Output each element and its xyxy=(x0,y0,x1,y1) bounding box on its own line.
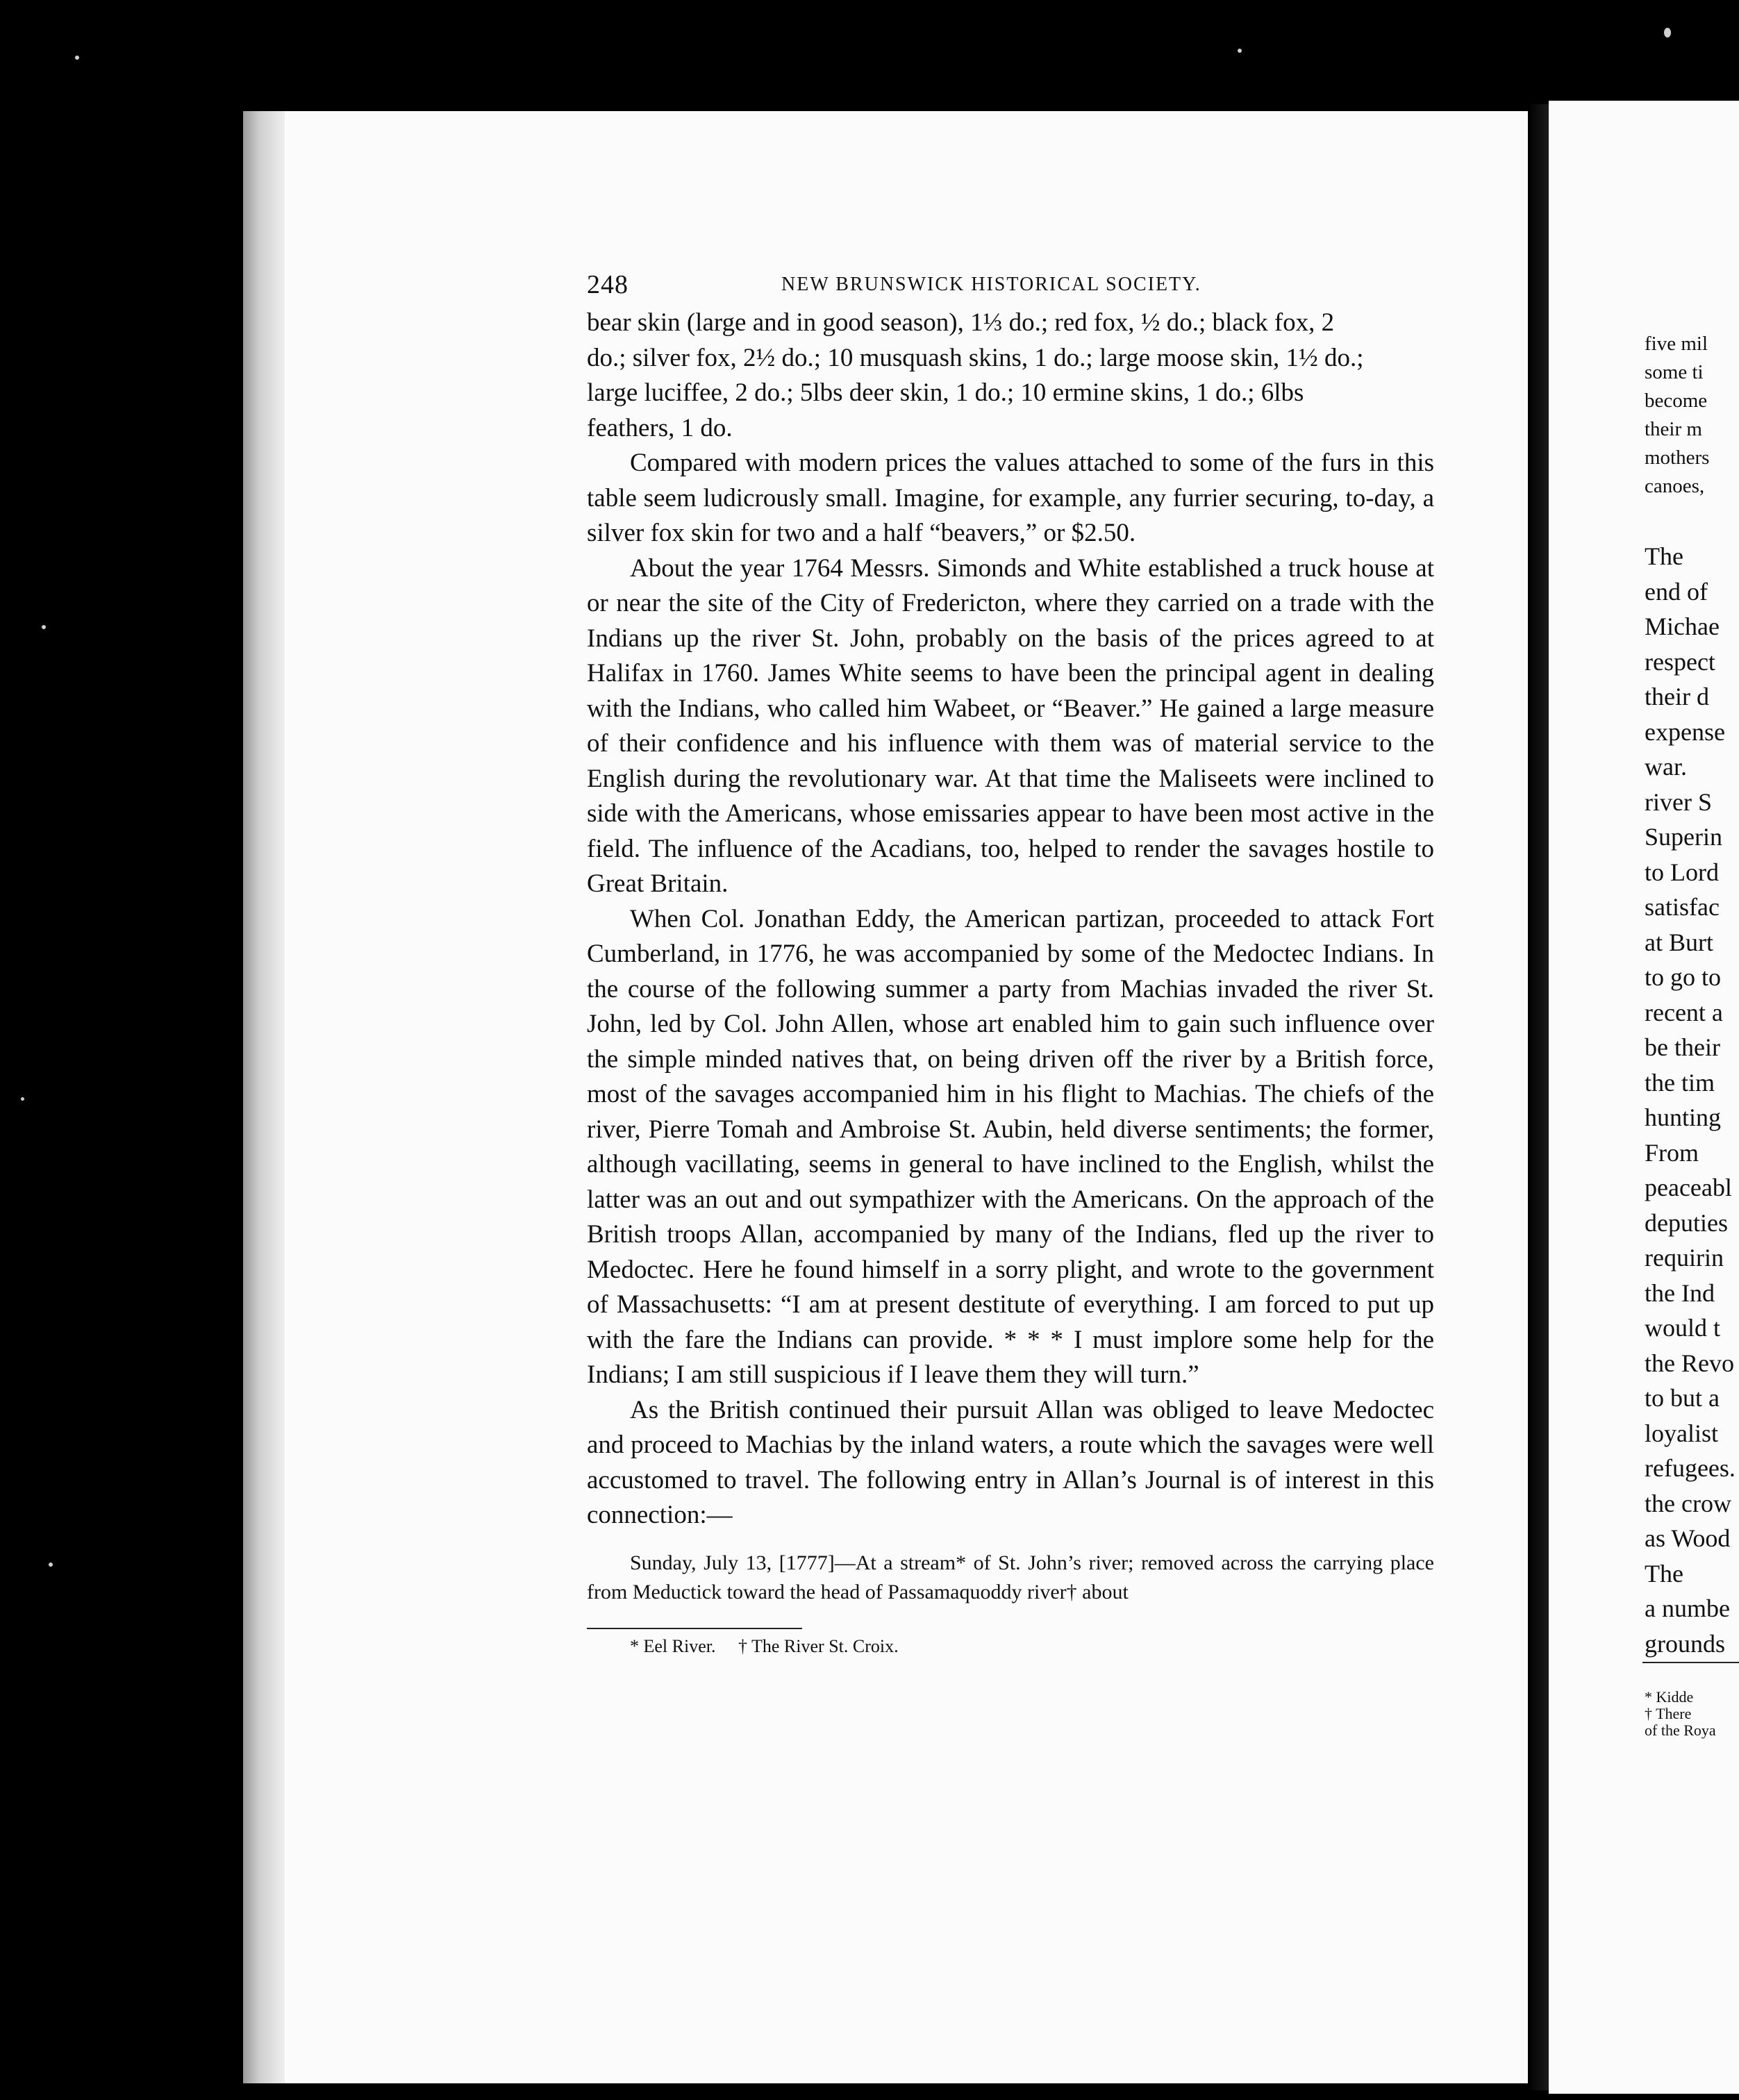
scan-speck xyxy=(49,1562,53,1567)
footnotes xyxy=(587,1636,1434,1657)
fur-list-line: large luciffee, 2 do.; 5lbs deer skin, 1 do.; 10 ermine skins, 1 do.; 6lbs xyxy=(587,378,1304,407)
journal-entry: Sunday, July 13, [1777]—At a stream* of St. John’s river; removed across the carrying place from Meductick toward the head of Passamaquoddy river† about xyxy=(587,1551,1434,1603)
right-line: hunting xyxy=(1645,1103,1722,1131)
right-line: refugees. xyxy=(1645,1454,1736,1482)
right-line: canoes, xyxy=(1645,475,1705,497)
fur-list-line: bear skin (large and in good season), 1⅓ do.; red fox, ½ do.; black fox, 2 xyxy=(587,308,1335,337)
scan-speck xyxy=(75,56,79,60)
scan-speck xyxy=(21,1097,24,1101)
right-line: war. xyxy=(1645,753,1687,781)
right-line: the tim xyxy=(1645,1068,1715,1097)
right-line: the Revo xyxy=(1645,1349,1734,1377)
right-line: satisfac xyxy=(1645,893,1720,921)
right-line: loyalist xyxy=(1645,1419,1718,1447)
running-head-title: NEW BRUNSWICK HISTORICAL SOCIETY. xyxy=(781,274,1201,295)
right-line: to Lord xyxy=(1645,858,1719,886)
right-line: their d xyxy=(1645,683,1709,710)
right-footnote-line: † There xyxy=(1645,1705,1692,1722)
running-head xyxy=(587,264,1434,306)
right-line: their m xyxy=(1645,418,1702,440)
paragraph: Compared with modern prices the values attached to some of the furs in this table seem ludicrously small. Imagine, for example, any furrier securing, to-day, a silver fox skin for two and a half “beavers,” or $2.50. xyxy=(587,449,1434,547)
right-page-text xyxy=(1645,330,1739,1739)
scan-speck xyxy=(1238,49,1242,53)
right-footnote-line: * Kidde xyxy=(1645,1688,1694,1706)
right-line: From xyxy=(1645,1138,1699,1167)
right-line: recent a xyxy=(1645,998,1723,1026)
right-line: deputies xyxy=(1645,1208,1728,1237)
footnote: † The River St. Croix. xyxy=(738,1635,899,1656)
right-line: peaceabl xyxy=(1645,1174,1732,1201)
paragraph: About the year 1764 Messrs. Simonds and White established a truck house at or near the site of the City of Fredericton, where they carried on a trade with the Indians up the river St. John, probably on the basis of the prices agreed to at Halifax in 1760. James White seems to have been the principal agent in dealing with the Indians, who called him Wabeet, or “Beaver.” He gained a large measure of their confidence and his influence with them was of material service to the English during the revolutionary war. At that time the Maliseets were inclined to side with the Americans, whose emissaries appear to have been most active in the field. The influence of the Acadians, too, helped to render the savages hostile to Great Britain. xyxy=(587,553,1434,898)
fur-list-line: feathers, 1 do. xyxy=(587,413,733,442)
footnote: * Eel River. xyxy=(630,1635,716,1656)
scan-speck xyxy=(42,625,46,629)
right-line: expense xyxy=(1645,717,1725,746)
right-line: be their xyxy=(1645,1033,1720,1061)
paragraph: When Col. Jonathan Eddy, the American partizan, proceeded to attack Fort Cumberland, in 1776, he was accompanied by some of the Medoctec Indians. In the course of the following summer a party from Machias invaded the river St. John, led by Col. John Allen, whose art enabled him to gain such influence over the simple minded natives that, on being driven off the river by a British force, most of the savages accompanied him in his flight to Machias. The chiefs of the river, Pierre Tomah and Ambroise St. Aubin, held diverse sentiments; the former, although vacillating, seems in general to have inclined to the English, whilst the latter was an out and out sympathizer with the Americans. On the approach of the British troops Allan, accompanied by many of the Indians, fled up the river to Medoctec. Here he found himself in a sorry plight, and wrote to the government of Massachusetts: “I am at present destitute of everything. I am forced to put up with the fare the Indians can provide. * * * I must implore some help for the Indians; I am still suspicious if I leave them they will turn.” xyxy=(587,904,1434,1389)
right-line: The xyxy=(1645,542,1683,570)
right-line: a numbe xyxy=(1645,1594,1730,1622)
footnote-rule xyxy=(587,1628,802,1629)
page-number: 248 xyxy=(587,270,629,299)
right-line: would t xyxy=(1645,1314,1721,1342)
right-line: Superin xyxy=(1645,823,1722,851)
right-line: become xyxy=(1645,390,1708,412)
right-line: to but a xyxy=(1645,1384,1720,1412)
right-line: as Wood xyxy=(1645,1524,1731,1552)
right-line: river S xyxy=(1645,788,1712,816)
right-line: requirin xyxy=(1645,1244,1724,1272)
right-line: grounds xyxy=(1645,1629,1725,1658)
right-line: some ti xyxy=(1645,361,1704,383)
right-line: respect xyxy=(1645,647,1715,676)
fur-list-line: do.; silver fox, 2½ do.; 10 musquash skins, 1 do.; large moose skin, 1½ do.; xyxy=(587,343,1364,372)
right-line: at Burt xyxy=(1645,928,1713,956)
body-text xyxy=(587,306,1434,1533)
right-line: five mil xyxy=(1645,333,1708,355)
right-footnote-rule xyxy=(1642,1662,1739,1663)
right-line: Michae xyxy=(1645,612,1720,640)
scan-speck xyxy=(1664,28,1671,38)
page-gutter-shadow xyxy=(243,111,285,2083)
right-line: the crow xyxy=(1645,1489,1731,1517)
right-footnote-line: of the Roya xyxy=(1645,1722,1716,1739)
right-line: the Ind xyxy=(1645,1278,1715,1307)
right-line: to go to xyxy=(1645,963,1722,991)
left-page-content xyxy=(587,264,1434,1657)
right-line: The xyxy=(1645,1559,1683,1588)
right-line: mothers xyxy=(1645,447,1710,469)
right-line: end of xyxy=(1645,577,1708,606)
paragraph: As the British continued their pursuit Allan was obliged to leave Medoctec and proceed to Machias by the inland waters, a route which the savages were well accustomed to travel. The following entry in Allan’s Journal is of interest in this connection:— xyxy=(587,1395,1434,1529)
